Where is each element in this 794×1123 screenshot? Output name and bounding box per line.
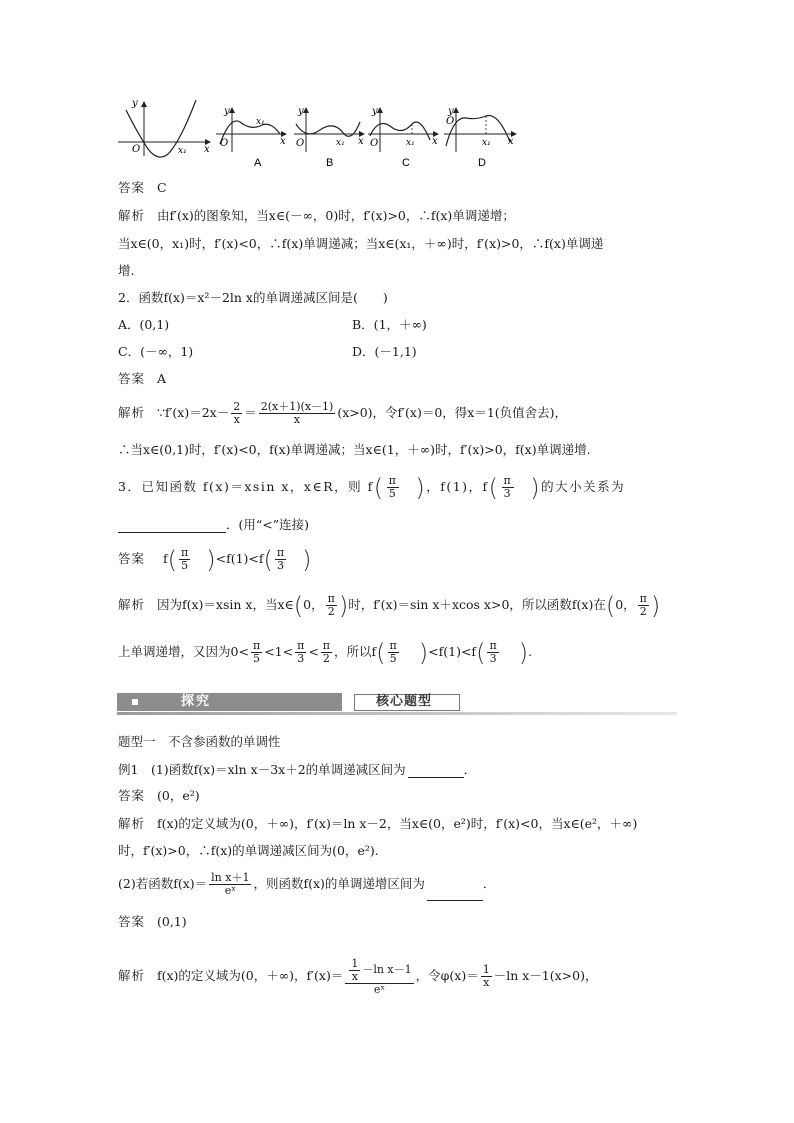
svg-text:x₁: x₁	[336, 138, 345, 148]
f-prime-graph	[118, 98, 210, 157]
q2-answer: A	[157, 371, 167, 386]
q2-option-c: C．(－∞，1)	[118, 344, 194, 359]
svg-text:x: x	[508, 136, 514, 147]
section-banner	[117, 693, 677, 715]
option-a-label: A	[254, 157, 262, 169]
svg-text:y: y	[448, 106, 454, 117]
f-prime-origin-label: O	[132, 144, 141, 155]
svg-text:y: y	[298, 106, 304, 117]
option-d-label: D	[478, 157, 486, 169]
example-2-stem: (2)若函数f(x)＝ $\frac{\text{ln x＋1}}{\text{eˣ}}$ ，则函数f(x)的单调递增区间为 ．	[118, 866, 495, 901]
q2-stem: 2．函数f(x)＝x²－2ln x的单调递减区间是( )	[118, 290, 388, 305]
svg-text:y: y	[372, 106, 378, 117]
section-title: 题型一 不含参函数的单调性	[118, 734, 281, 749]
q1-analysis-line-1: 解析 由f′(x)的图象知，当x∈(－∞，0)时，f′(x)>0，∴f(x)单调递增；	[118, 208, 515, 223]
banner-right-label: 核心题型	[376, 694, 433, 709]
svg-text:x: x	[358, 136, 364, 147]
svg-text:x₁: x₁	[256, 117, 265, 127]
example-2-analysis-line-1: 解析 f(x)的定义域为(0，＋∞)，f′(x)＝ $\frac{1}{x}$ －ln x－1 eˣ ，令φ(x)＝ $\frac{1}{x}$ －ln x－1(x>0)，	[118, 956, 598, 996]
f-prime-x1-label: x₁	[178, 146, 187, 156]
svg-text:O: O	[220, 138, 229, 149]
q2-answer-line: 答案 A	[118, 371, 167, 386]
fraction: $\frac{2}{x}$	[233, 400, 241, 426]
answer-blank[interactable]	[408, 761, 464, 778]
option-b-graph	[294, 106, 364, 169]
q2-option-d: D．(－1,1)	[352, 344, 417, 359]
q1-analysis-line-3: 增.	[118, 263, 135, 278]
banner-left-label: 探究	[181, 694, 212, 709]
q1-answer-line: 答案 C	[118, 180, 167, 195]
example-1-stem: 例1 (1)函数f(x)＝xln x－3x＋2的单调递减区间为 ．	[118, 762, 477, 777]
example-1-analysis-line-1: 解析 f(x)的定义域为(0，＋∞)，f′(x)＝ln x－2，当x∈(0，e²)时，f′(x)<0，当x∈(e²，＋∞)	[118, 816, 638, 831]
option-b-label: B	[326, 157, 334, 169]
q2-option-b: B．(1，＋∞)	[352, 317, 427, 332]
svg-text:x: x	[280, 136, 286, 147]
square-bullet-icon	[132, 699, 138, 705]
option-c-label: C	[402, 157, 410, 169]
q2-analysis-line-2: ∴当x∈(0,1)时，f′(x)<0，f(x)单调递减；当x∈(1，＋∞)时，f′(x)>0，f(x)单调递增.	[118, 442, 591, 457]
f-prime-x-label: x	[204, 144, 210, 155]
q3-answer-line: 答案 f( $\frac{\pi}{5}$ )<f(1)<f( $\frac{\pi}{3}$ )	[118, 545, 312, 574]
q3-stem-line-1: 3．已知函数 f(x)＝xsin x，x∈R，则 f( $\frac{\pi}{5}$ )，f(1)，f( $\frac{\pi}{3}$ )的大小关系为	[118, 473, 626, 502]
q1-answer: C	[157, 180, 167, 195]
q2-analysis-line-1: 解析 ∵f′(x)＝2x－ $\frac{2}{x}$ ＝ $\frac{2(x+1)(x-1)}{x}$ (x>0)，令f′(x)＝0，得x＝1(负值舍去)，	[118, 400, 568, 426]
svg-text:x₁: x₁	[406, 138, 415, 148]
option-a-graph	[216, 106, 286, 169]
svg-text:x₁: x₁	[482, 138, 491, 148]
example-1-analysis-line-2: 时，f′(x)>0，∴f(x)的单调递减区间为(0，e²).	[118, 843, 379, 858]
answer-blank[interactable]	[427, 866, 483, 901]
example-2-answer-line: 答案 (0,1)	[118, 914, 187, 929]
option-c-graph	[368, 106, 438, 169]
svg-text:x: x	[432, 136, 438, 147]
svg-text:O: O	[370, 138, 379, 149]
derivative-graphs-figure	[118, 94, 538, 170]
fraction: $\frac{2(x+1)(x-1)}{x}$	[260, 400, 334, 426]
svg-text:y: y	[224, 106, 230, 117]
answer-blank[interactable]	[118, 516, 226, 533]
q1-analysis-line-2: 当x∈(0，x₁)时，f′(x)<0，∴f(x)单调递减；当x∈(x₁，＋∞)时，f′(x)>0，∴f(x)单调递	[118, 236, 604, 251]
svg-text:O: O	[446, 116, 455, 127]
example-1-answer-line: 答案 (0，e²)	[118, 788, 200, 803]
q2-option-a: A．(0,1)	[118, 317, 170, 332]
q3-stem-line-2: ．(用“<”连接)	[118, 516, 309, 533]
svg-text:O: O	[296, 138, 305, 149]
q3-analysis-line-1: 解析 因为f(x)＝xsin x，当x∈(0， $\frac{\pi}{2}$ )时，f′(x)＝sin x＋xcos x>0，所以函数f(x)在(0， $\frac{\pi}{2}$ )	[118, 591, 661, 620]
f-prime-y-label: y	[132, 98, 138, 109]
q3-analysis-line-2: 上单调递增，又因为0< $\frac{\pi}{5}$ <1< $\frac{\pi}{3}$ < $\frac{\pi}{2}$ ，所以f( $\frac{\pi}{5}$ )<f(1)<f( $\frac{\pi}{3}$ ).	[118, 638, 533, 667]
option-d-graph	[444, 106, 516, 169]
